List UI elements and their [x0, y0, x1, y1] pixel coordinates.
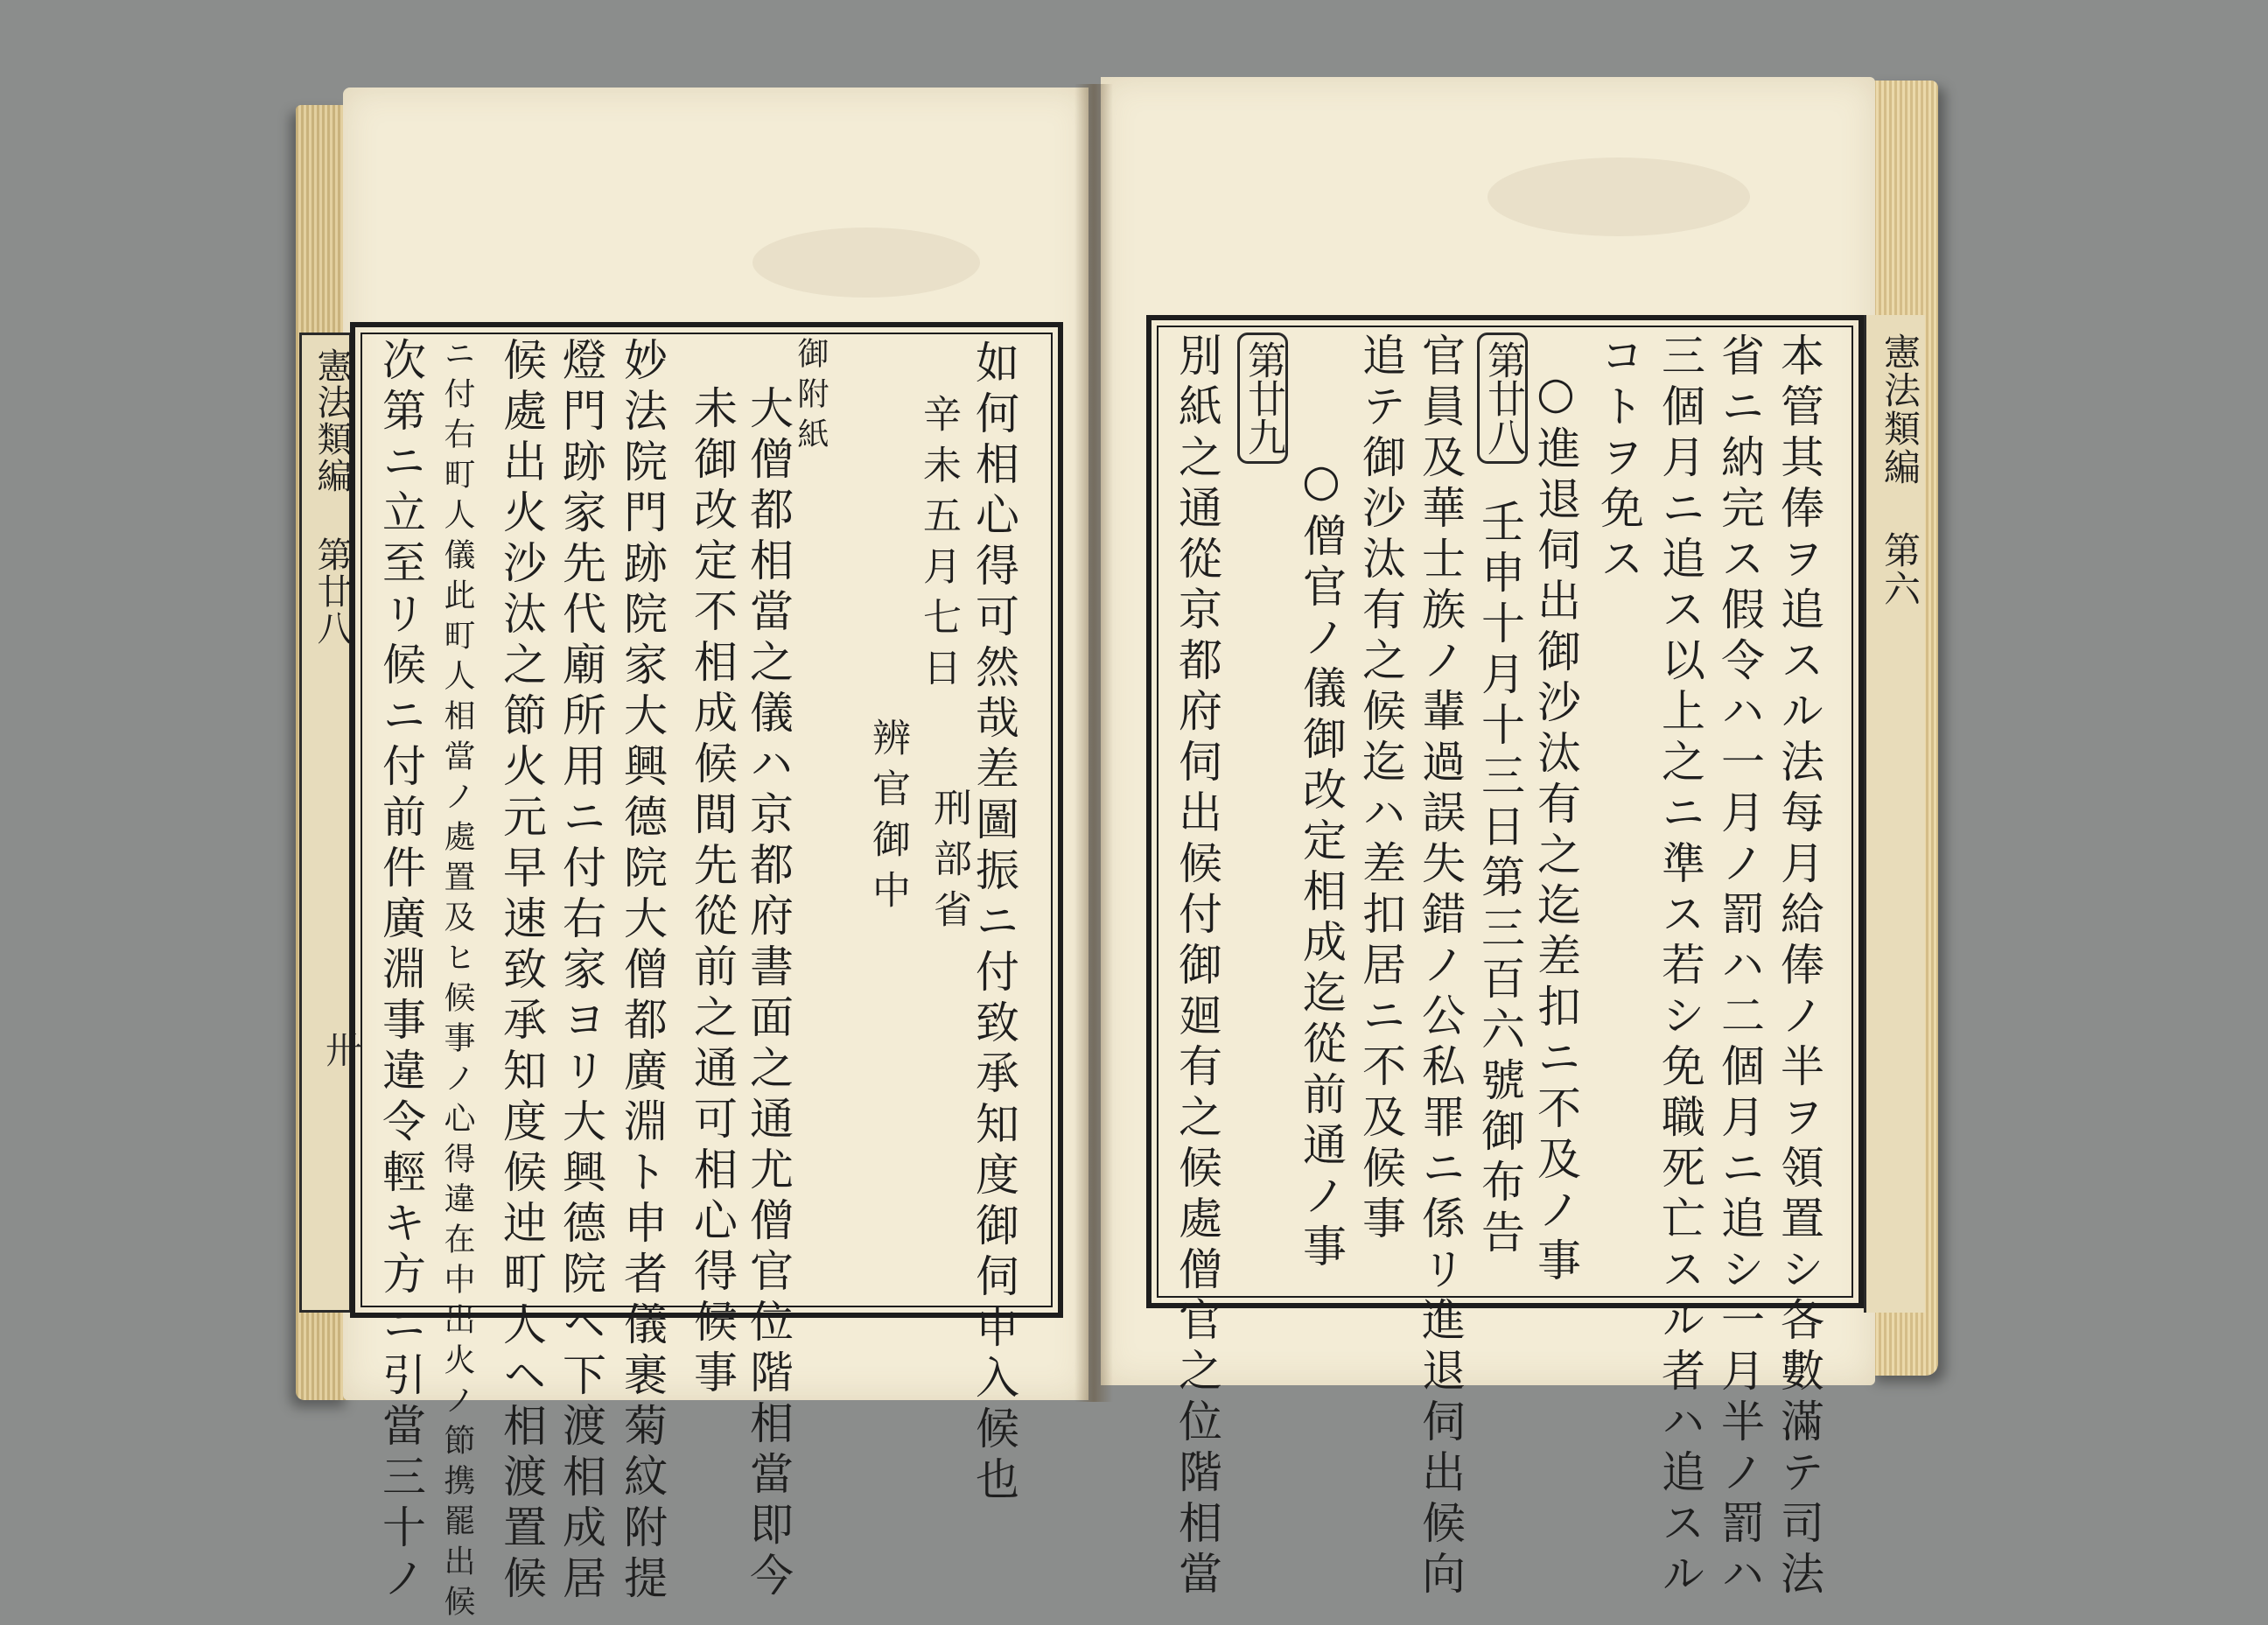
left-column-2: 辛未五月七日 — [916, 394, 961, 698]
right-column-7: 官員及華士族ノ輩過誤失錯ノ公私罪ニ係リ進退伺出候向 — [1415, 333, 1466, 1601]
paper-stain — [752, 228, 980, 298]
right-column-10: 別紙之通從京都府伺出候付御廻有之候處僧官之位階相當 — [1172, 333, 1222, 1601]
left-margin-title: 憲法類編 第廿八 — [312, 347, 352, 647]
right-column-3: 三個月ニ追ス以上之ニ準ス若シ免職死亡スル者ハ追スル — [1655, 333, 1705, 1601]
left-column-8: 妙法院門跡院家大興德院大僧都廣淵ト申者儀裹菊紋附提 — [617, 337, 668, 1606]
section-number-tag-29: 第廿九 — [1237, 333, 1288, 464]
left-column-10: 候處出火沙汰之節火元早速致承知度候迚町人ヘ相渡置候 — [496, 337, 547, 1606]
right-column-6: 壬申十月十三日第三百六號御布告 — [1474, 499, 1525, 1260]
right-column-4: コトヲ免ス — [1593, 333, 1644, 586]
book-gutter — [1074, 84, 1113, 1402]
left-column-5: 御附紙 — [793, 337, 829, 458]
right-margin-title: 憲法類編 第六 — [1879, 333, 1922, 608]
section-number-tag-28: 第廿八 — [1477, 333, 1528, 464]
left-column-7: 未御改定不相成候間先從前之通可相心得候事 — [687, 385, 738, 1400]
left-column-6: 大僧都相當之儀ハ京都府書面之通尤僧官位階相當即今 — [743, 385, 794, 1603]
right-margin-title-strip — [1864, 315, 1925, 1313]
left-column-11: ニ付右町人儀此町人相當ノ處置及ヒ候事ノ心得違在中出火ノ節携罷出候 — [439, 337, 475, 1625]
right-column-8: 追テ御沙汰有之候迄ハ差扣居ニ不及候事 — [1355, 333, 1406, 1246]
left-column-9: 燈門跡家先代廟所用ニ付右家ヨリ大興德院ヘ下渡相成居 — [556, 337, 606, 1606]
right-column-5: ○進退伺出御沙汰有之迄差扣ニ不及ノ事 — [1530, 368, 1581, 1288]
left-column-12: 次第ニ立至リ候ニ付前件廣淵事違令輕キ方ニ引當三十ノ — [375, 337, 426, 1606]
right-column-9: ○僧官ノ儀御改定相成迄從前通ノ事 — [1296, 455, 1347, 1274]
left-margin-title-strip — [299, 333, 352, 1313]
left-page-number: 卅 — [326, 1029, 363, 1072]
right-column-1: 本管其俸ヲ追スル法每月給俸ノ半ヲ領置シ各數滿テ司法 — [1774, 333, 1824, 1601]
paper-stain — [1488, 158, 1750, 236]
left-column-3: 辨官御中 — [865, 718, 910, 921]
left-column-4: 刑部省 — [927, 788, 971, 940]
left-column-1: 如何相心得可然哉差圖振ニ付致承知度御伺申入候也 — [969, 340, 1019, 1507]
right-column-2: 省ニ納完ス假令ハ一月ノ罰ハ二個月ニ追シ一月半ノ罰ハ — [1714, 333, 1765, 1601]
